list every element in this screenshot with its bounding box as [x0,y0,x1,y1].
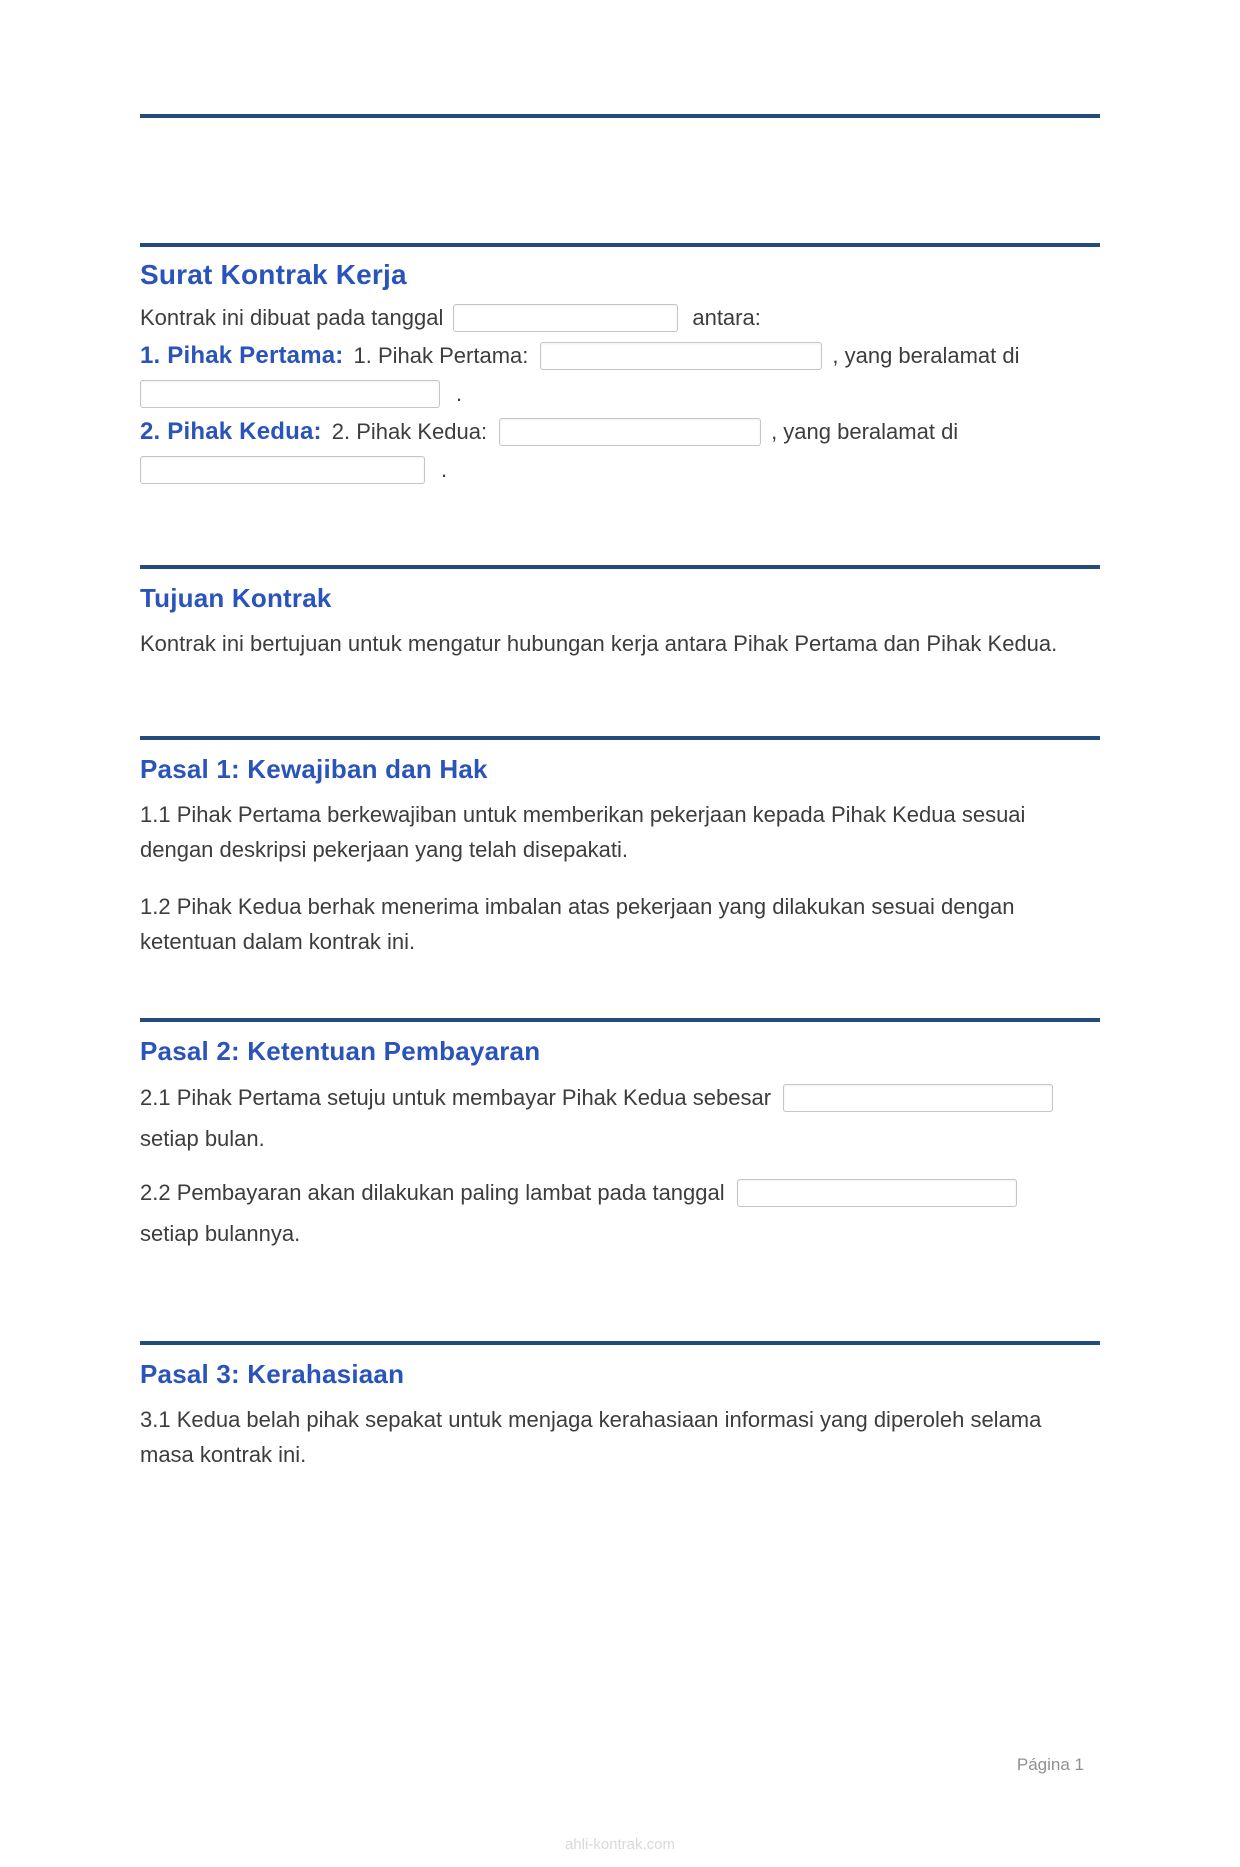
clause-2-2-prefix: 2.2 Pembayaran akan dilakukan paling lambat pada tanggal [140,1180,725,1205]
section-pasal-1 [140,736,1100,959]
party1-field-prefix: 1. Pihak Pertama: [353,343,529,368]
party2-label: 2. Pihak Kedua: [140,418,322,445]
party2-after-address: . [441,457,448,482]
party2-field-prefix: 2. Pihak Kedua: [331,419,488,444]
pasal2-title: Pasal 2: Ketentuan Pembayaran [140,1036,541,1066]
section-surat-kontrak [140,243,1100,487]
party2-name-row [140,415,1100,449]
top-rule [140,114,1100,118]
contract-date-suffix: antara: [692,305,761,330]
tujuan-paragraph: Kontrak ini bertujuan untuk mengatur hubungan kerja antara Pihak Pertama dan Pihak Kedua. [140,631,1058,656]
pasal2-clause-2-1 [140,1079,1100,1156]
party1-name-row [140,339,1100,373]
section-pasal-3 [140,1341,1100,1472]
page-number: Página 1 [1016,1755,1084,1774]
party1-after-name: , yang beralamat di [832,343,1020,368]
clause-2-2-line [140,1174,1100,1212]
contract-date-row [140,301,1100,335]
party2-address-input[interactable] [140,456,425,484]
section-rule [140,1341,1100,1345]
party1-address-input[interactable] [140,380,440,408]
pasal1-title: Pasal 1: Kewajiban dan Hak [140,754,488,784]
contract-date-prefix: Kontrak ini dibuat pada tanggal [140,305,444,330]
pasal3-clause-3-1: 3.1 Kedua belah pihak sepakat untuk menjaga kerahasiaan informasi yang diperoleh selama masa kontrak ini. [140,1407,1042,1467]
pasal1-clause-1-1: 1.1 Pihak Pertama berkewajiban untuk memberikan pekerjaan kepada Pihak Kedua sesuai dengan deskripsi pekerjaan yang telah disepakati. [140,802,1026,862]
section-rule [140,565,1100,569]
section-rule [140,736,1100,740]
party1-after-address: . [456,381,463,406]
clause-2-1-prefix: 2.1 Pihak Pertama setuju untuk membayar Pihak Kedua sebesar [140,1085,772,1110]
party1-address-row [140,377,1100,411]
pasal2-clause-2-2 [140,1174,1100,1251]
party2-name-input[interactable] [499,418,761,446]
party1-name-input[interactable] [540,342,822,370]
section-tujuan-kontrak [140,565,1100,661]
section-rule [140,243,1100,247]
contract-page [0,114,1240,1472]
pasal1-clause-1-2: 1.2 Pihak Kedua berhak menerima imbalan atas pekerjaan yang dilakukan sesuai dengan ketentuan dalam kontrak ini. [140,894,1015,954]
section-pasal-2 [140,1018,1100,1251]
section-rule [140,1018,1100,1022]
tujuan-title: Tujuan Kontrak [140,583,332,613]
page-title: Surat Kontrak Kerja [140,259,407,290]
clause-2-2-suffix: setiap bulannya. [140,1221,301,1246]
party2-after-name: , yang beralamat di [771,419,959,444]
contract-date-input[interactable] [453,304,678,332]
party2-address-row [140,453,1100,487]
clause-2-1-suffix: setiap bulan. [140,1126,265,1151]
salary-amount-input[interactable] [783,1084,1053,1112]
pasal3-title: Pasal 3: Kerahasiaan [140,1359,405,1389]
party1-label: 1. Pihak Pertama: [140,342,344,369]
payment-date-input[interactable] [737,1179,1017,1207]
clause-2-1-line [140,1079,1100,1117]
site-watermark: ahli-kontrak.com [564,1836,676,1853]
